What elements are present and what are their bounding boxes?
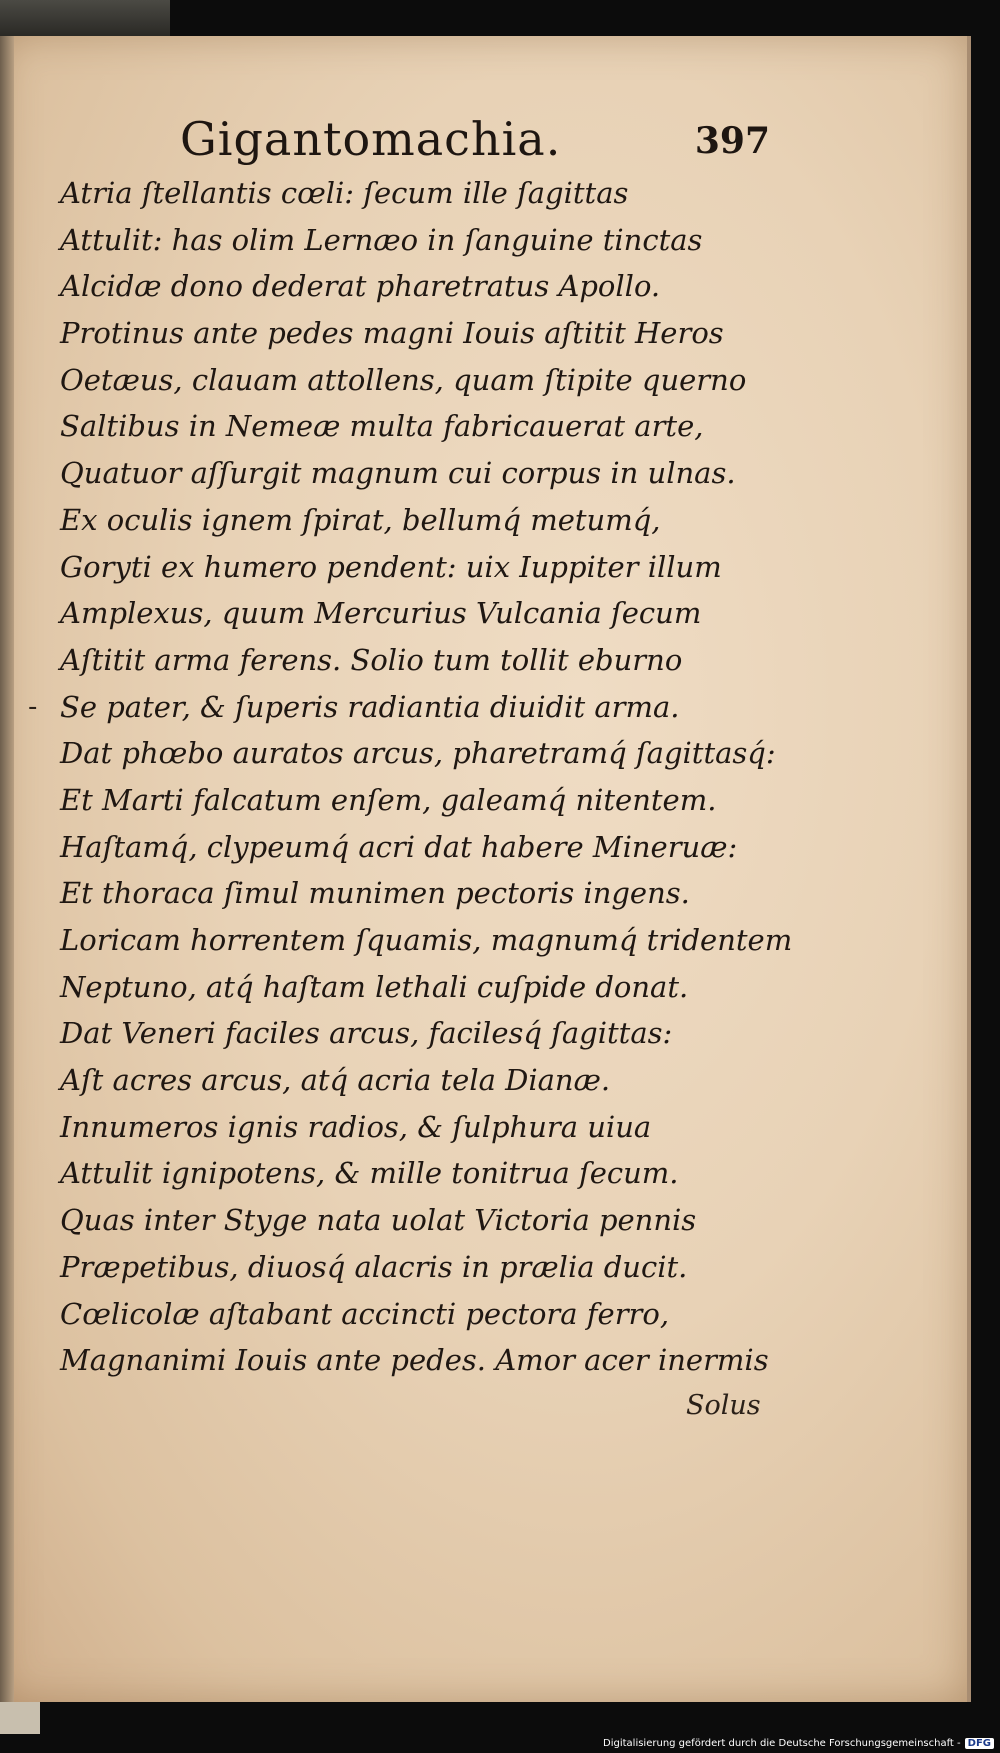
verse-line: Attulit ignipotens, & mille tonitrua ſecum.: [60, 1156, 679, 1191]
verse-line: Quatuor aſſurgit magnum cui corpus in ulnas.: [60, 456, 736, 491]
catchword: Solus: [686, 1390, 761, 1421]
verse-line: Protinus ante pedes magni Iouis aſtitit Heros: [60, 316, 724, 351]
scan-border-top: [0, 0, 170, 36]
scan-border-bottom: [0, 1702, 40, 1734]
page-number: 397: [694, 120, 770, 162]
verse-line: Attulit: has olim Lernæo in ſanguine tinctas: [60, 222, 703, 257]
verse-line: Cœlicolæ aſtabant accincti pectora ferro,: [60, 1296, 670, 1331]
verse-line: Præpetibus, diuosq́ alacris in prælia ducit.: [60, 1249, 688, 1284]
margin-mark: -: [28, 692, 38, 722]
page-gutter: [0, 36, 14, 1702]
verse-line: Dat phœbo auratos arcus, pharetramq́ ſagittasq́:: [60, 736, 776, 771]
verse-line: Haſtamq́, clypeumq́ acri dat habere Mineruæ:: [60, 829, 738, 864]
verse-line: Alcidæ dono dederat pharetratus Apollo.: [60, 269, 661, 304]
verse-line: Innumeros ignis radios, & ſulphura uiua: [60, 1109, 652, 1144]
verse-line: Oetæus, clauam attollens, quam ſtipite querno: [60, 362, 747, 397]
verse-line: Aſt acres arcus, atq́ acria tela Dianæ.: [60, 1063, 611, 1098]
verse-line: Et Marti falcatum enſem, galeamq́ nitentem.: [60, 782, 717, 817]
verse-line: Ex oculis ignem ſpirat, bellumq́ metumq́,: [60, 502, 661, 537]
verse-line: Se pater, & ſuperis radiantia diuidit arma.: [60, 689, 680, 724]
verse-line: Magnanimi Iouis ante pedes. Amor acer inermis: [60, 1343, 769, 1378]
credit-text: Digitalisierung gefördert durch die Deutsche Forschungsgemeinschaft -: [603, 1738, 961, 1749]
verse-line: Aſtitit arma ferens. Solio tum tollit eburno: [60, 642, 683, 677]
verse-line: Quas inter Styge nata uolat Victoria pennis: [60, 1203, 697, 1238]
verse-list: [60, 170, 793, 1384]
page-header: [180, 112, 770, 172]
verse-line: Et thoraca ſimul munimen pectoris ingens.: [60, 876, 690, 911]
verse-line: Loricam horrentem ſquamis, magnumq́ tridentem: [60, 923, 793, 957]
verse-line: Atria ſtellantis cœli: ſecum ille ſagittas: [60, 176, 629, 210]
verse-line: Goryti ex humero pendent: uix Iuppiter illum: [60, 549, 722, 584]
running-title: Gigantomachia.: [180, 112, 562, 166]
dfg-logo: DFG: [965, 1738, 994, 1749]
verse-line: Neptuno, atq́ haſtam lethali cuſpide donat.: [60, 969, 689, 1004]
verse-line: Amplexus, quum Mercurius Vulcania ſecum: [60, 596, 702, 631]
verse-line: Dat Veneri faciles arcus, facilesq́ ſagittas:: [60, 1016, 673, 1051]
digitization-credit: [603, 1738, 994, 1749]
verse-line: Saltibus in Nemeæ multa fabricauerat arte,: [60, 409, 704, 444]
